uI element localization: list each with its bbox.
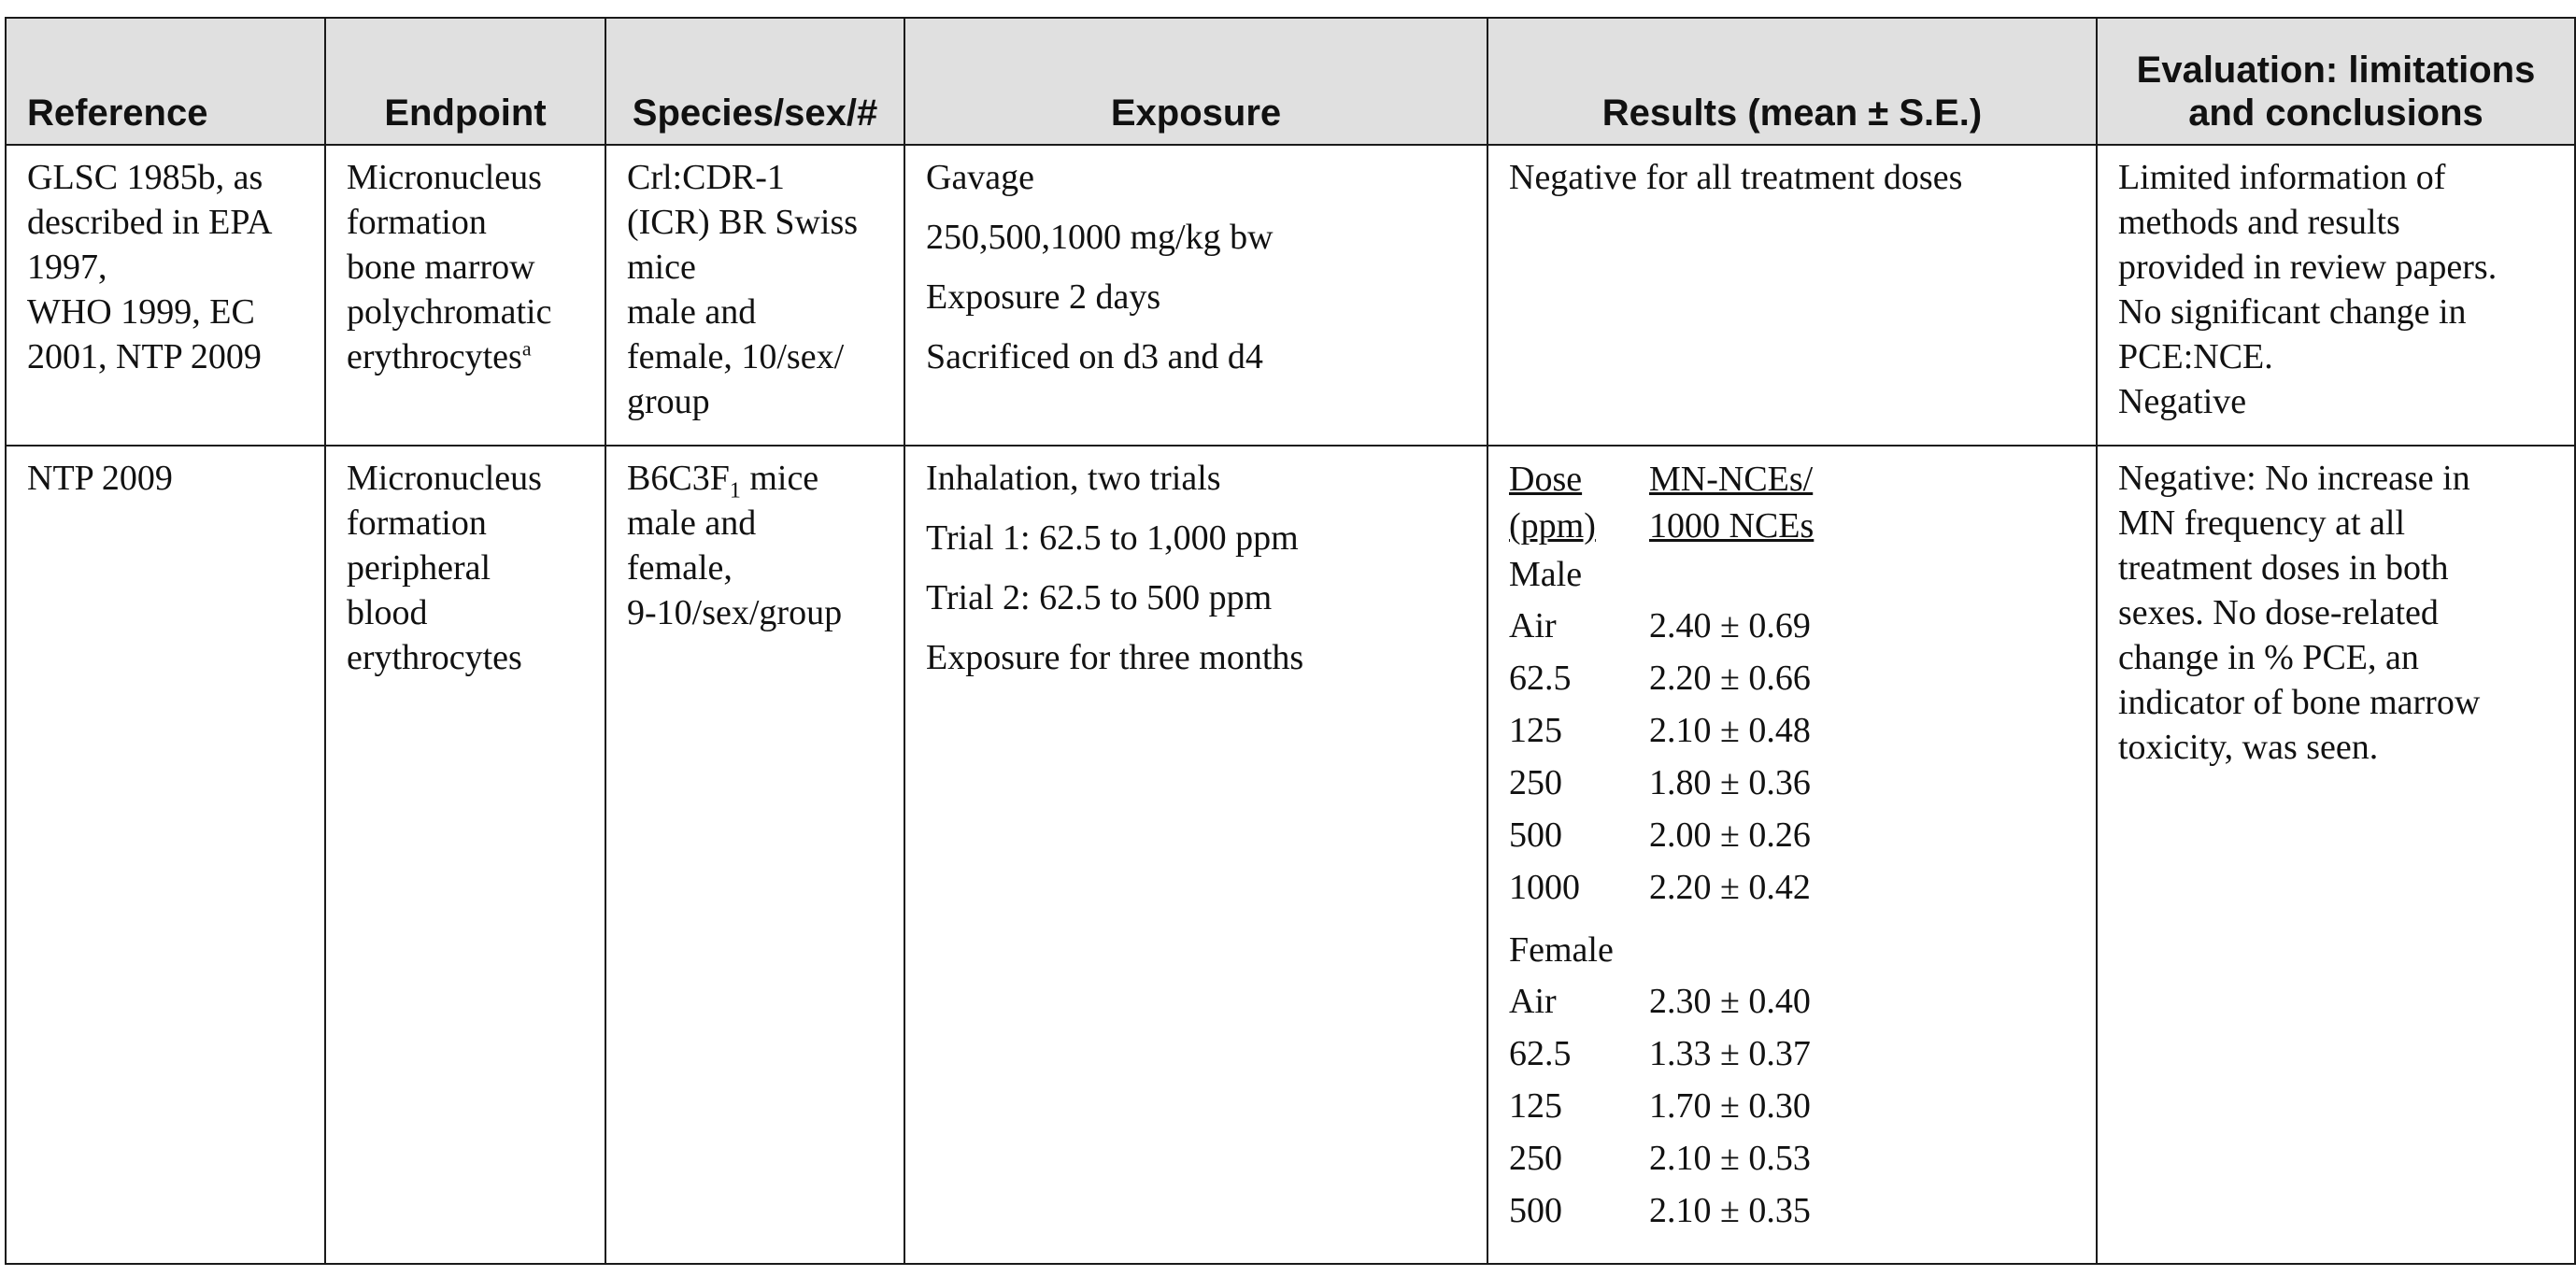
genotoxicity-table xyxy=(5,17,2576,1265)
dose-value: 500 xyxy=(1509,1191,1562,1230)
evaluation-line: Limited information of xyxy=(2118,158,2446,197)
evaluation-line: Negative xyxy=(2118,382,2247,421)
header-species: Species/sex/# xyxy=(605,18,904,145)
cell-evaluation xyxy=(2097,145,2575,446)
endpoint-line: formation xyxy=(347,503,487,543)
mn-value: 2.20 ± 0.42 xyxy=(1649,868,1811,907)
dose-value: 62.5 xyxy=(1509,1034,1572,1073)
value-column-header: 1000 NCEs xyxy=(1649,506,1815,546)
cell-evaluation xyxy=(2097,446,2575,1264)
endpoint-line: peripheral xyxy=(347,548,491,588)
reference-line: NTP 2009 xyxy=(27,459,173,498)
mn-value: 2.10 ± 0.35 xyxy=(1649,1191,1811,1230)
header-evaluation-line2: and conclusions xyxy=(2188,92,2483,134)
mn-value: 2.00 ± 0.26 xyxy=(1649,815,1811,855)
exposure-line: Exposure for three months xyxy=(926,638,1304,677)
reference-line: described in EPA xyxy=(27,203,273,242)
evaluation-line: indicator of bone marrow xyxy=(2118,683,2481,722)
endpoint-line: Micronucleus xyxy=(347,158,542,197)
header-results: Results (mean ± S.E.) xyxy=(1487,18,2097,145)
evaluation-line: Negative: No increase in xyxy=(2118,459,2470,498)
mn-value: 1.80 ± 0.36 xyxy=(1649,763,1811,802)
dose-column-header: Dose xyxy=(1509,460,1583,499)
header-exposure: Exposure xyxy=(904,18,1487,145)
endpoint-line: erythrocytes xyxy=(347,638,522,677)
evaluation-line: change in % PCE, an xyxy=(2118,638,2419,677)
dose-value: 500 xyxy=(1509,815,1562,855)
evaluation-line: treatment doses in both xyxy=(2118,548,2449,588)
mn-value: 2.20 ± 0.66 xyxy=(1649,659,1811,698)
mn-value: 2.40 ± 0.69 xyxy=(1649,606,1811,645)
mn-value: 2.10 ± 0.48 xyxy=(1649,711,1811,750)
reference-line: 1997, xyxy=(27,248,107,287)
species-line: mice xyxy=(627,248,696,287)
species-strain: B6C3F xyxy=(627,459,730,498)
exposure-line: 250,500,1000 mg/kg bw xyxy=(926,218,1274,257)
endpoint-line-footnoted xyxy=(347,334,590,379)
species-line: group xyxy=(627,382,710,421)
dose-value: 125 xyxy=(1509,1086,1562,1126)
species-strain-subscript: 1 xyxy=(729,478,741,503)
table-row xyxy=(6,446,2575,1264)
cell-reference xyxy=(6,145,325,446)
endpoint-line: bone marrow xyxy=(347,248,535,287)
cell-species xyxy=(605,446,904,1264)
cell-endpoint xyxy=(325,145,605,446)
endpoint-text: erythrocytes xyxy=(347,337,522,376)
species-line: male and xyxy=(627,503,757,543)
exposure-line: Inhalation, two trials xyxy=(926,459,1221,498)
endpoint-line: formation xyxy=(347,203,487,242)
header-evaluation-line1: Evaluation: limitations xyxy=(2136,50,2536,91)
evaluation-line: provided in review papers. xyxy=(2118,248,2498,287)
species-strain-tail: mice xyxy=(740,459,819,498)
dose-response-grid xyxy=(1509,456,2081,1237)
dose-value: 125 xyxy=(1509,711,1562,750)
dose-value: 250 xyxy=(1509,1139,1562,1178)
species-line: female, 10/sex/ xyxy=(627,337,845,376)
cell-reference xyxy=(6,446,325,1264)
species-line: female, xyxy=(627,548,733,588)
species-line: 9-10/sex/group xyxy=(627,593,843,632)
cell-results xyxy=(1487,145,2097,446)
cell-endpoint xyxy=(325,446,605,1264)
mn-value: 1.70 ± 0.30 xyxy=(1649,1086,1811,1126)
exposure-line: Gavage xyxy=(926,158,1035,197)
female-group-label: Female xyxy=(1509,930,1614,970)
table-row xyxy=(6,145,2575,446)
species-line: Crl:CDR-1 xyxy=(627,158,785,197)
reference-line: 2001, NTP 2009 xyxy=(27,337,262,376)
value-column-header: MN-NCEs/ xyxy=(1649,460,1814,499)
cell-exposure xyxy=(904,446,1487,1264)
dose-column-header: (ppm) xyxy=(1509,506,1596,546)
mn-value: 2.10 ± 0.53 xyxy=(1649,1139,1811,1178)
evaluation-line: No significant change in xyxy=(2118,292,2467,332)
species-strain-line xyxy=(627,456,889,501)
evaluation-line: PCE:NCE. xyxy=(2118,337,2273,376)
exposure-line: Exposure 2 days xyxy=(926,277,1161,317)
dose-value: 250 xyxy=(1509,763,1562,802)
header-reference: Reference xyxy=(6,18,325,145)
endpoint-line: blood xyxy=(347,593,428,632)
evaluation-line: methods and results xyxy=(2118,203,2400,242)
exposure-line: Sacrificed on d3 and d4 xyxy=(926,337,1263,376)
table-header-row xyxy=(6,18,2575,145)
male-group-label: Male xyxy=(1509,555,1583,594)
dose-value: 1000 xyxy=(1509,868,1580,907)
footnote-marker: a xyxy=(521,336,532,361)
dose-value: Air xyxy=(1509,982,1557,1021)
results-text: Negative for all treatment doses xyxy=(1509,158,1963,197)
exposure-line: Trial 2: 62.5 to 500 ppm xyxy=(926,578,1273,617)
evaluation-line: toxicity, was seen. xyxy=(2118,728,2379,767)
reference-line: WHO 1999, EC xyxy=(27,292,255,332)
reference-line: GLSC 1985b, as xyxy=(27,158,263,197)
mn-value: 2.30 ± 0.40 xyxy=(1649,982,1811,1021)
mn-value: 1.33 ± 0.37 xyxy=(1649,1034,1811,1073)
species-line: (ICR) BR Swiss xyxy=(627,203,859,242)
species-line: male and xyxy=(627,292,757,332)
endpoint-line: Micronucleus xyxy=(347,459,542,498)
header-endpoint: Endpoint xyxy=(325,18,605,145)
cell-species xyxy=(605,145,904,446)
dose-value: 62.5 xyxy=(1509,659,1572,698)
evaluation-line: MN frequency at all xyxy=(2118,503,2406,543)
dose-value: Air xyxy=(1509,606,1557,645)
evaluation-line: sexes. No dose-related xyxy=(2118,593,2439,632)
cell-results xyxy=(1487,446,2097,1264)
cell-exposure xyxy=(904,145,1487,446)
endpoint-line: polychromatic xyxy=(347,292,552,332)
exposure-line: Trial 1: 62.5 to 1,000 ppm xyxy=(926,518,1299,558)
header-evaluation xyxy=(2097,18,2575,145)
